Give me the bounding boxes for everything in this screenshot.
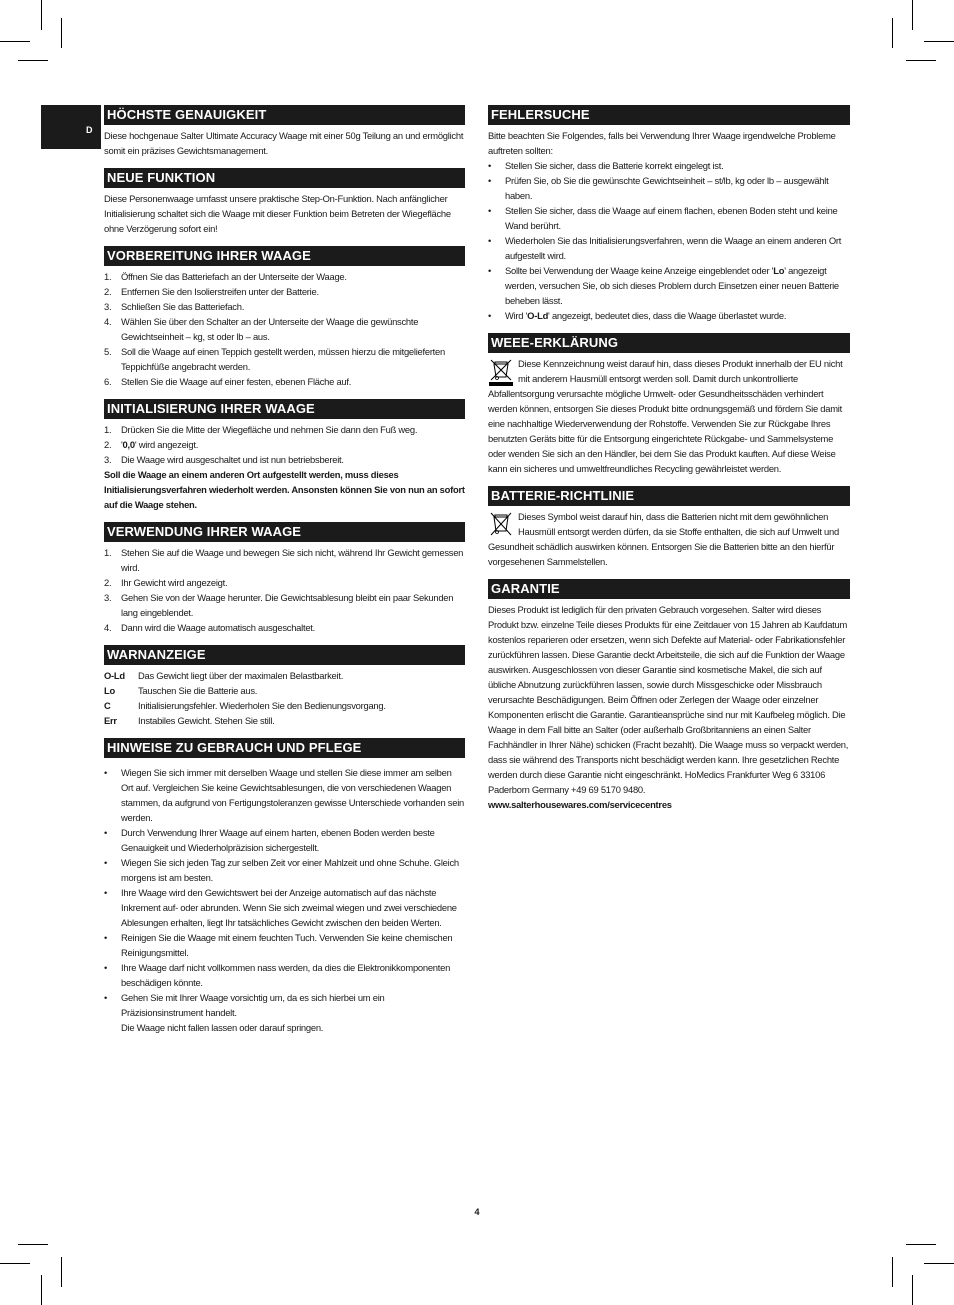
list-item: 2. Ihr Gewicht wird angezeigt. xyxy=(104,577,228,588)
language-code: D xyxy=(86,125,93,135)
left-column xyxy=(104,105,465,1035)
page-number: 4 xyxy=(474,1207,480,1217)
crop-mark xyxy=(906,60,936,61)
section-header-accuracy: HÖCHSTE GENAUIGKEIT xyxy=(104,105,465,125)
list-item: • Reinigen Sie die Waage mit einem feuchten Tuch. Verwenden Sie keine chemischen Reinigungsmittel. xyxy=(104,932,453,958)
section-header-init: INITIALISIERUNG IHRER WAAGE xyxy=(104,399,465,419)
warn-row: Lo Tauschen Sie die Batterie aus. xyxy=(104,685,258,696)
list-item: • Prüfen Sie, ob Sie die gewünschte Gewichtseinheit – st/lb, kg oder lb – ausgewählt haben. xyxy=(488,175,829,201)
battery-text: Dieses Symbol weist darauf hin, dass die Batterien nicht mit dem gewöhnlichen Hausmüll entsorgt werden dürfen, da sie Stoffe enthalten, die sich auf Umwelt und Gesundheit schädlich auswirken können. Entsorgen Sie die Batterien bitte an den hierfür vorgesehenen Sammelstellen. xyxy=(488,511,839,567)
list-item: • Wird 'O-Ld' angezeigt, bedeutet dies, dass die Waage überlastet wurde. xyxy=(488,310,787,321)
use-list xyxy=(104,545,465,635)
warn-table xyxy=(104,668,465,728)
crop-mark xyxy=(912,1275,913,1305)
crop-mark xyxy=(906,1244,936,1245)
list-item: • Gehen Sie mit Ihrer Waage vorsichtig um, da es sich hierbei um ein Präzisionsinstrument handelt. Die Waage nicht fallen lassen oder darauf springen. xyxy=(104,992,385,1033)
crop-mark xyxy=(924,1263,954,1264)
list-item: 4. Wählen Sie über den Schalter an der Unterseite der Waage die gewünschte Gewichtseinheit – kg, st oder lb – aus. xyxy=(104,316,419,342)
crop-mark xyxy=(41,1275,42,1305)
warn-row: C Initialisierungsfehler. Wiederholen Sie den Bedienungsvorgang. xyxy=(104,700,386,711)
section-header-warn: WARNANZEIGE xyxy=(104,645,465,665)
right-column xyxy=(488,105,850,812)
crossed-out-bin-icon xyxy=(488,511,514,539)
init-list xyxy=(104,422,465,467)
crop-mark xyxy=(0,1263,30,1264)
warn-row: O-Ld Das Gewicht liegt über der maximalen Belastbarkeit. xyxy=(104,670,344,681)
warranty-text: Dieses Produkt ist lediglich für den privaten Gebrauch vorgesehen. Salter wird dieses Produkt bzw. einzelne Teile dieses Produkts für eine Zeitdauer von 15 Jahren ab Kaufdatum kostenlos reparieren oder ersetzen, wenn sich Defekte auf Material- oder Fabrikationsfehler zurückführen lassen. Diese Garantie deckt Arbeitsteile, die sich auf die Funktion der Waage auswirken. Ausgeschlossen von dieser Garantie sind kosmetische Makel, die sich auf übliche Abnutzung zurückführen lassen, sowie durch Missgeschicke oder Missbrauch verursachte Beschädigungen. Beim Öffnen oder Zerlegen der Waage oder einzelner Komponenten erlischt die Garantie. Garantieansprüche sind nur mit Kaufbeleg möglich. Die Waage in dem Fall bitte an Salter (oder außerhalb Großbritanniens an einen Salter Fachhändler in Ihrer Nähe) schicken (Fracht bezahlt). Die Waage muss so verpackt werden, dass sie während des Transports nicht beschädigt werden kann. Ihre gesetzlichen Rechte werden durch diese Garantie nicht eingeschränkt. HoMedics Frankfurter Weg 6 33106 Paderborn Germany +49 69 5170 9480. xyxy=(488,604,849,795)
prep-list xyxy=(104,269,465,389)
list-item: • Wiegen Sie sich immer mit derselben Waage und stellen Sie diese immer am selben Ort auf. Vergleichen Sie keine Gewichtsablesungen, die von verschiedenen Waagen stammen, da aufgrund von Fertigungstoleranzen gewisse Unterschiede vorhanden sein werden. xyxy=(104,767,464,823)
list-item: 6. Stellen Sie die Waage auf einer festen, ebenen Fläche auf. xyxy=(104,376,352,387)
section-header-battery: BATTERIE-RICHTLINIE xyxy=(488,486,850,506)
list-item: • Ihre Waage wird den Gewichtswert bei der Anzeige automatisch auf das nächste Inkrement auf- oder abrunden. Wenn Sie sich zweimal wiegen und zwei verschiedene Ablesungen erhalten, liegt Ihr tatsächliches Gewicht zwischen den beiden Werten. xyxy=(104,887,457,928)
section-header-trouble: FEHLERSUCHE xyxy=(488,105,850,125)
trouble-intro: Bitte beachten Sie Folgendes, falls bei Verwendung Ihrer Waage irgendwelche Probleme auftreten sollten: xyxy=(488,130,836,156)
list-item: 1. Drücken Sie die Mitte der Wiegefläche und nehmen Sie dann den Fuß weg. xyxy=(104,424,418,435)
section-header-warranty: GARANTIE xyxy=(488,579,850,599)
crop-mark xyxy=(18,1244,48,1245)
section-header-weee: WEEE-ERKLÄRUNG xyxy=(488,333,850,353)
list-item: 2. '0,0' wird angezeigt. xyxy=(104,439,199,450)
list-item: 5. Soll die Waage auf einen Teppich gestellt werden, müssen hierzu die mitgelieferten Teppichfüße angebracht werden. xyxy=(104,346,445,372)
list-item: 3. Die Waage wird ausgeschaltet und ist nun betriebsbereit. xyxy=(104,454,344,465)
crop-mark xyxy=(61,1257,62,1287)
list-item: 3. Schließen Sie das Batteriefach. xyxy=(104,301,245,312)
service-url[interactable]: www.salterhousewares.com/servicecentres xyxy=(488,799,672,810)
list-item: • Stellen Sie sicher, dass die Waage auf einem flachen, ebenen Boden steht und keine Wand berührt. xyxy=(488,205,838,231)
crop-mark xyxy=(61,18,62,48)
crop-mark xyxy=(18,60,48,61)
list-item: 3. Gehen Sie von der Waage herunter. Die Gewichtsablesung bleibt ein paar Sekunden lang eingeblendet. xyxy=(104,592,454,618)
list-item: 2. Entfernen Sie den Isolierstreifen unter der Batterie. xyxy=(104,286,319,297)
section-header-feature: NEUE FUNKTION xyxy=(104,168,465,188)
list-item: • Wiederholen Sie das Initialisierungsverfahren, wenn die Waage an einem anderen Ort aufgestellt wird. xyxy=(488,235,842,261)
list-item: • Durch Verwendung Ihrer Waage auf einem harten, ebenen Boden werden beste Genauigkeit und Wiederholpräzision sichergestellt. xyxy=(104,827,435,853)
trouble-list xyxy=(488,158,850,323)
accuracy-text: Diese hochgenaue Salter Ultimate Accuracy Waage mit einer 50g Teilung an und ermöglicht somit ein präzises Gewichtsmanagement. xyxy=(104,130,464,156)
crop-mark xyxy=(892,1257,893,1287)
list-item: 4. Dann wird die Waage automatisch ausgeschaltet. xyxy=(104,622,315,633)
init-note: Soll die Waage an einem anderen Ort aufgestellt werden, muss dieses Initialisierungsverfahren wiederholt werden. Ansonsten können Sie von nun an sofort auf die Waage stehen. xyxy=(104,469,465,510)
crossed-out-wheelie-bin-icon xyxy=(488,358,514,386)
list-item: • Stellen Sie sicher, dass die Batterie korrekt eingelegt ist. xyxy=(488,160,724,171)
crop-mark xyxy=(41,0,42,30)
crop-mark xyxy=(924,41,954,42)
warn-row: Err Instabiles Gewicht. Stehen Sie still. xyxy=(104,715,275,726)
care-list xyxy=(104,765,465,1035)
language-tab xyxy=(41,105,101,149)
feature-text: Diese Personenwaage umfasst unsere praktische Step-On-Funktion. Nach anfänglicher Initialisierung schaltet sich die Waage mit dieser Funktion beim Betreten der Wiegefläche ohne Verzögerung sofort ein! xyxy=(104,193,451,234)
list-item: • Wiegen Sie sich jeden Tag zur selben Zeit vor einer Mahlzeit und ohne Schuhe. Gleich morgens ist am besten. xyxy=(104,857,459,883)
crop-mark xyxy=(0,41,30,42)
crop-mark xyxy=(912,0,913,30)
list-item: • Ihre Waage darf nicht vollkommen nass werden, da dies die Elektronikkomponenten beschädigen könnte. xyxy=(104,962,451,988)
list-item: 1. Stehen Sie auf die Waage und bewegen Sie sich nicht, während Ihr Gewicht gemessen wird. xyxy=(104,547,464,573)
list-item: • Sollte bei Verwendung der Waage keine Anzeige eingeblendet oder 'Lo' angezeigt werden, versuchen Sie, ob sich dieses Problem durch Einsetzen einer neuen Batterie beheben lässt. xyxy=(488,265,839,306)
list-item: 1. Öffnen Sie das Batteriefach an der Unterseite der Waage. xyxy=(104,271,347,282)
crop-mark xyxy=(892,18,893,48)
weee-text: Diese Kennzeichnung weist darauf hin, dass dieses Produkt innerhalb der EU nicht mit anderem Hausmüll entsorgt werden soll. Damit durch unkontrollierte Abfallentsorgung verursachte mögliche Umwelt- oder Gesundheitsschäden verhindert werden können, entsorgen Sie dieses Produkt bitte ordnungsgemäß und fördern Sie damit eine nachhaltige Wiederverwendung der Rohstoffe. Verwenden Sie zur Rückgabe Ihres benutzten Geräts bitte für die Entsorgung eingerichtete Rückgabe- und Sammelsysteme oder wenden Sie sich an den Händler, bei dem Sie das Produkt kauften. Auf diese Weise kann ein sicheres und umweltfreundliches Recycling gewährleistet werden. xyxy=(488,358,843,474)
section-header-use: VERWENDUNG IHRER WAAGE xyxy=(104,522,465,542)
section-header-care: HINWEISE ZU GEBRAUCH UND PFLEGE xyxy=(104,738,465,758)
section-header-prep: VORBEREITUNG IHRER WAAGE xyxy=(104,246,465,266)
